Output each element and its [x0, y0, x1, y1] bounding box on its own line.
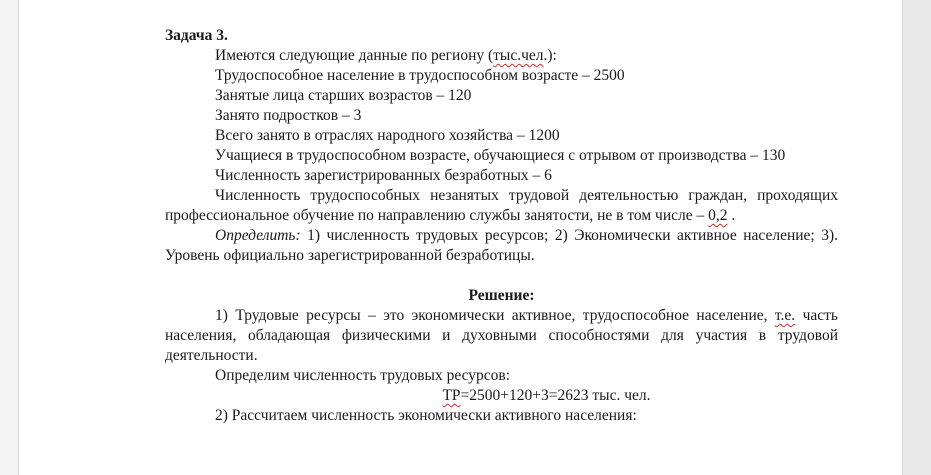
data-item-older-employed: Занятые лица старших возрастов – 120 [215, 87, 472, 104]
spellcheck-mark-value: 0,2 [708, 207, 728, 224]
data-item-working-age-population: Трудоспособное население в трудоспособном возрасте – 2500 [215, 67, 625, 84]
data-item-trainees [165, 186, 838, 226]
spellcheck-mark-abbrev: т.е. [774, 307, 796, 324]
formula-rest: =2500+120+3=2623 тыс. чел. [460, 387, 651, 404]
intro-text-before: Имеются следующие данные по региону ( [215, 47, 494, 64]
spellcheck-mark-formula: ТР [442, 387, 461, 404]
solution-paragraph-2: Определим численность трудовых ресурсов: [215, 367, 511, 384]
intro-text-after: .): [543, 47, 557, 64]
data-item-registered-unemployed: Численность зарегистрированных безработных – 6 [215, 167, 552, 184]
solution-heading: Решение: [468, 287, 535, 304]
solution-paragraph-3: 2) Рассчитаем численность экономически активного населения: [215, 407, 637, 424]
spellcheck-mark-intro: тыс.чел [493, 47, 544, 64]
problem-title: Задача 3. [165, 27, 228, 44]
task-text: 1) численность трудовых ресурсов; 2) Экономически активное население; 3). Уровень официально зарегистрированной безработицы. [165, 227, 838, 264]
solution-p1-before: 1) Трудовые ресурсы – это экономически активное, трудоспособное население, [215, 307, 775, 324]
vertical-scrollbar[interactable] [902, 0, 931, 475]
trainees-text: Численность трудоспособных незанятых трудовой деятельностью граждан, проходящих профессиональное обучение по направлению службы занятости, не в том числе – [165, 187, 838, 224]
formula-line [165, 386, 838, 406]
data-item-students: Учащиеся в трудоспособном возрасте, обучающиеся с отрывом от производства – 130 [215, 147, 786, 164]
trainees-text-after: . [727, 207, 736, 224]
task-label: Определить: [215, 227, 301, 244]
document-text[interactable] [165, 26, 838, 426]
data-item-teen-employed: Занято подростков – 3 [215, 107, 362, 124]
left-gutter [0, 0, 18, 475]
data-item-total-employed: Всего занято в отраслях народного хозяйства – 1200 [215, 127, 560, 144]
document-page[interactable] [18, 0, 904, 475]
solution-paragraph-1 [165, 306, 838, 366]
task-paragraph [165, 226, 838, 266]
problem-intro [165, 46, 838, 66]
solution-p1-after: часть населения, обладающая физическими и духовными способностями для участия в трудовой деятельности. [165, 307, 838, 364]
